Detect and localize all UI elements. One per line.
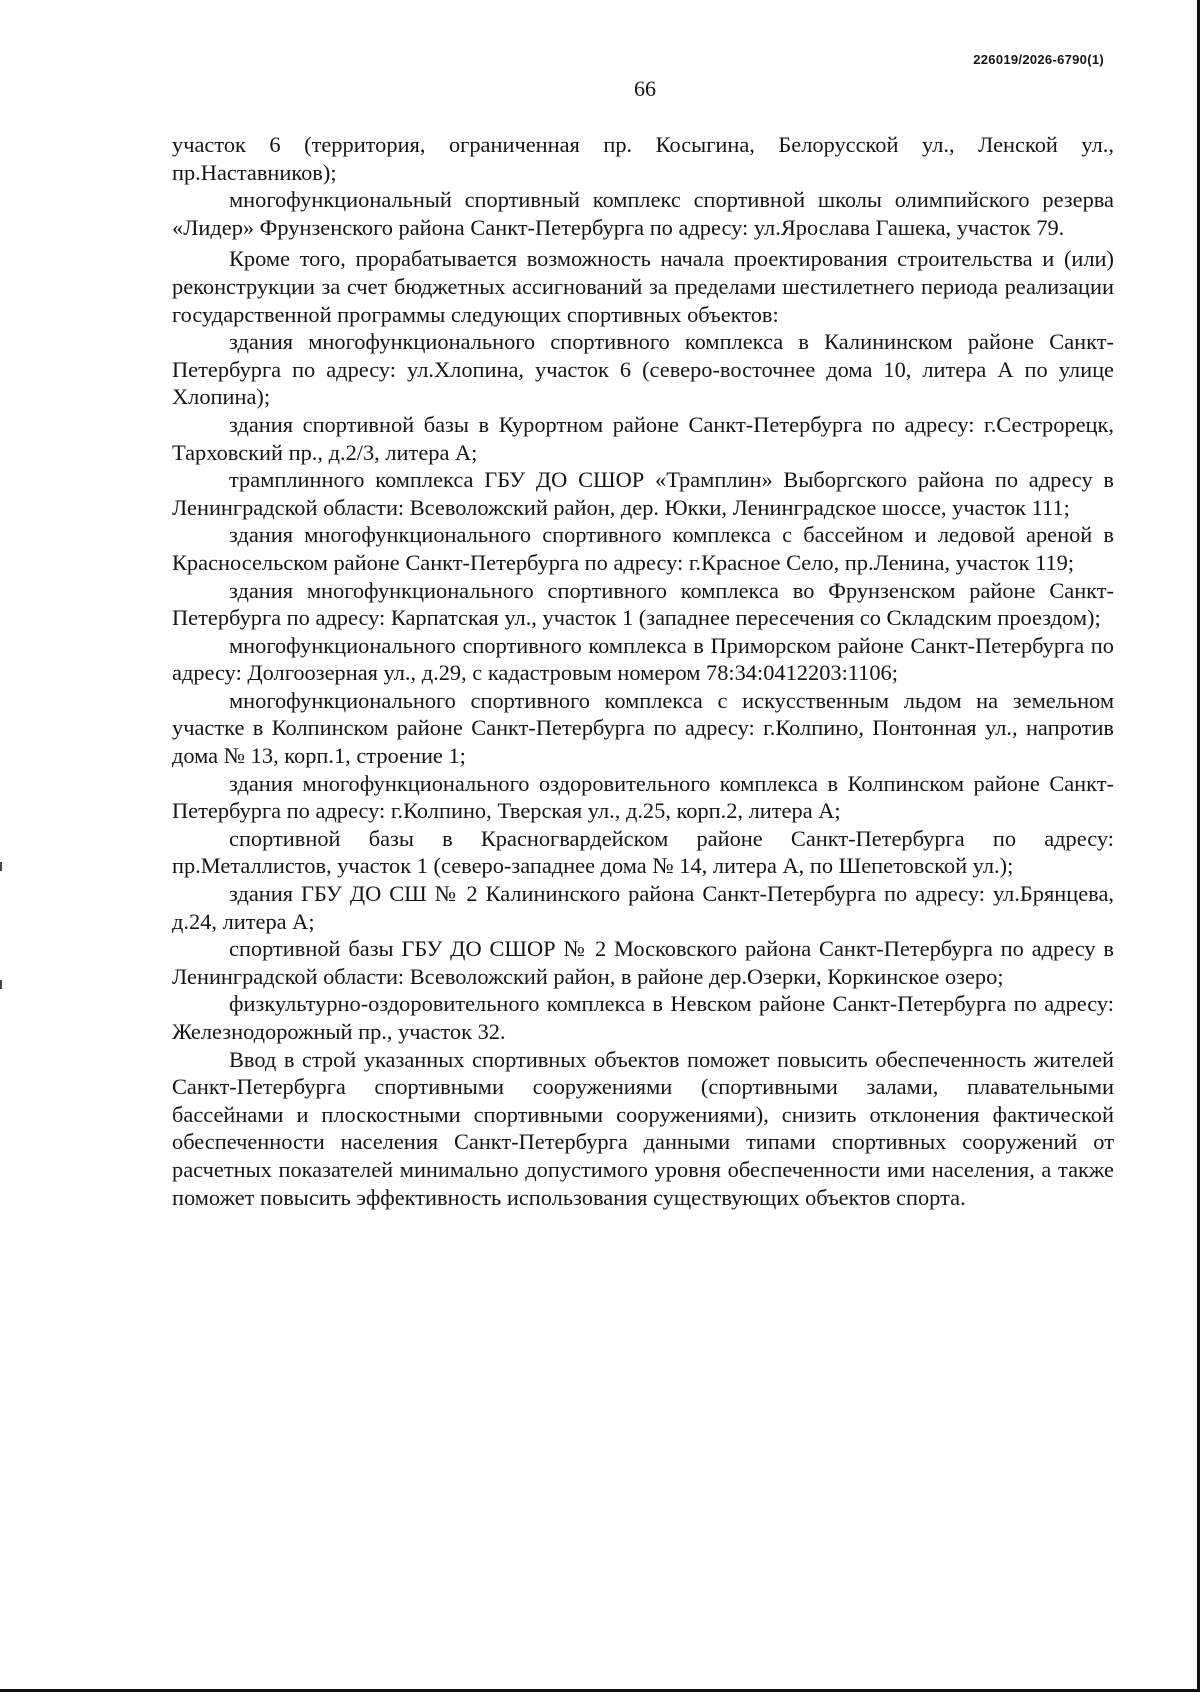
paragraph-list-item: здания многофункционального спортивного комплекса с бассейном и ледовой ареной в Красносельском районе Санкт-Петербурга по адресу: г.Красное Село, пр.Ленина, участок 119; (172, 522, 1114, 575)
paragraph-list-item: многофункционального спортивного комплекса в Приморском районе Санкт-Петербурга по адресу: Долгоозерная ул., д.29, с кадастровым номером 78:34:0412203:1106; (172, 632, 1114, 686)
paragraph-list-item: здания ГБУ ДО СШ № 2 Калининского района Санкт-Петербурга по адресу: ул.Брянцева, д.24, литера А; (172, 881, 1114, 934)
paragraph-list-item: многофункциональный спортивный комплекс спортивной школы олимпийского резерва «Лидер» Фрунзенского района Санкт-Петербурга по адресу: ул.Ярослава Гашека, участок 79. (172, 187, 1114, 240)
paragraph-list-item: здания многофункционального спортивного комплекса в Калининском районе Санкт-Петербурга по адресу: ул.Хлопина, участок 6 (северо-восточнее дома 10, литера А по улице Хлопина); (172, 329, 1114, 410)
scan-artifact-mark (0, 980, 2, 989)
paragraph-list-item: здания спортивной базы в Курортном районе Санкт-Петербурга по адресу: г.Сестрорецк, Тарховский пр., д.2/3, литера А; (172, 411, 1114, 465)
paragraph-list-item: здания многофункционального спортивного комплекса во Фрунзенском районе Санкт-Петербурга по адресу: Карпатская ул., участок 1 (западнее пересечения со Складским проездом); (172, 577, 1114, 631)
document-registration-number: 226019/2026-6790(1) (973, 52, 1104, 67)
page-number: 66 (634, 76, 656, 101)
paragraph-list-item: здания многофункционального оздоровительного комплекса в Колпинском районе Санкт-Петербурга по адресу: г.Колпино, Тверская ул., д.25, корп.2, литера А; (172, 770, 1114, 824)
paragraph-list-item: физкультурно-оздоровительного комплекса в Невском районе Санкт-Петербурга по адресу: Железнодорожный пр., участок 32. (172, 991, 1114, 1044)
paragraph-list-item: спортивной базы в Красногвардейском районе Санкт-Петербурга по адресу: пр.Металлистов, участок 1 (северо-западнее дома № 14, литера А, по Шепетовской ул.); (172, 825, 1114, 879)
paragraph-conclusion: Ввод в строй указанных спортивных объектов поможет повысить обеспеченность жителей Санкт-Петербурга спортивными сооружениями (спортивными залами, плавательными бассейнами и плоскостными спортивными сооружениями), снизить отклонения фактической обеспеченности населения Санкт-Петербурга данными типами спортивных сооружений от расчетных показателей минимально допустимого уровня обеспеченности ими населения, а также поможет повысить эффективность использования существующих объектов спорта. (172, 1046, 1114, 1210)
scan-artifact-mark (0, 862, 2, 871)
paragraph-list-item: многофункционального спортивного комплекса с искусственным льдом на земельном участке в Колпинском районе Санкт-Петербурга по адресу: г.Колпино, Понтонная ул., напротив дома № 13, корп.1, строение 1; (172, 687, 1114, 769)
document-body (172, 131, 1114, 1211)
paragraph-intro: Кроме того, прорабатывается возможность начала проектирования строительства и (или) реконструкции за счет бюджетных ассигнований за пределами шестилетнего периода реализации государственной программы следующих спортивных объектов: (172, 246, 1114, 327)
paragraph-list-item: спортивной базы ГБУ ДО СШОР № 2 Московского района Санкт-Петербурга по адресу в Ленинградской области: Всеволожский район, в районе дер.Озерки, Коркинское озеро; (172, 936, 1114, 989)
paragraph-list-item: трамплинного комплекса ГБУ ДО СШОР «Трамплин» Выборгского района по адресу в Ленинградской области: Всеволожский район, дер. Юкки, Ленинградское шоссе, участок 111; (172, 467, 1114, 520)
paragraph-continuation: участок 6 (территория, ограниченная пр. Косыгина, Белорусской ул., Ленской ул., пр.Наставников); (172, 132, 1114, 185)
